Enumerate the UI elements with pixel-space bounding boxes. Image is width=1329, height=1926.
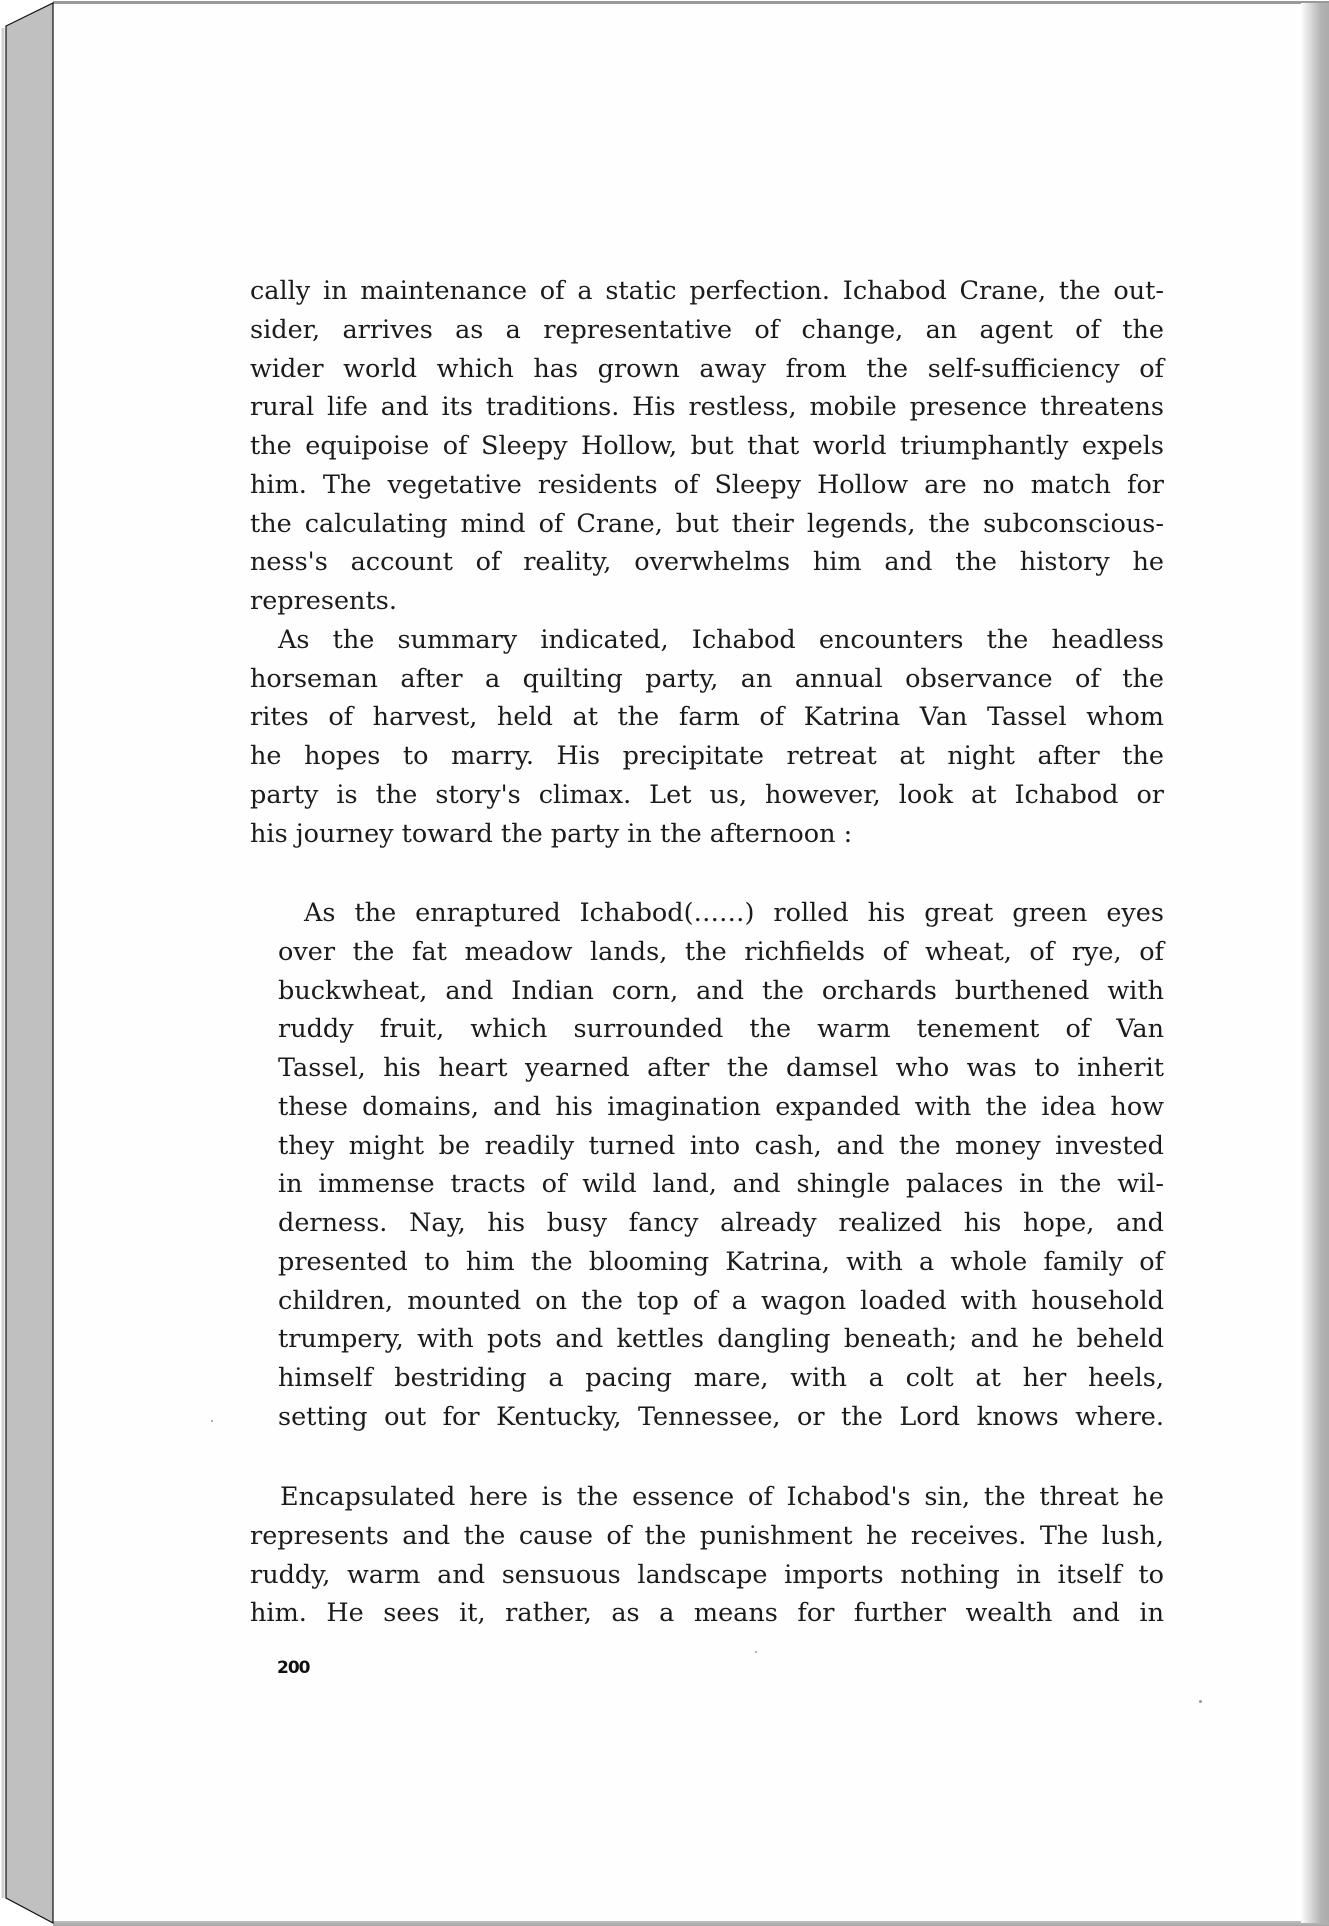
page-bottom-edge — [53, 1921, 1329, 1926]
quote-line: in immense tracts of wild land, and shingle palaces in the wil- — [278, 1169, 1164, 1200]
quote-line: trumpery, with pots and kettles dangling beneath; and he beheld — [278, 1324, 1164, 1355]
scan-speck — [755, 1651, 757, 1653]
book-spine — [0, 0, 60, 1926]
text-line: represents. — [250, 586, 397, 616]
text-line: sider, arrives as a representative of change, an agent of the — [250, 314, 1164, 345]
quote-line: derness. Nay, his busy fancy already realized his hope, and — [278, 1208, 1164, 1238]
text-line: the equipoise of Sleepy Hollow, but that world triumphantly expels — [250, 431, 1164, 461]
text-line: represents and the cause of the punishment he receives. The lush, — [250, 1520, 1164, 1551]
paragraph-after-quote — [250, 1478, 1164, 1633]
quote-line: Tassel, his heart yearned after the damsel who was to inherit — [278, 1053, 1164, 1083]
page-right-edge-shadow — [1301, 3, 1329, 1923]
text-line: his journey toward the party in the afternoon : — [250, 818, 853, 849]
text-line: rites of harvest, held at the farm of Katrina Van Tassel whom — [250, 702, 1164, 733]
quote-line: presented to him the blooming Katrina, with a whole family of — [278, 1246, 1164, 1277]
text-line: he hopes to marry. His precipitate retreat at night after the — [250, 741, 1164, 771]
text-line: the calculating mind of Crane, but their legends, the subconscious- — [250, 508, 1164, 539]
text-line: rural life and its traditions. His restless, mobile presence threatens — [250, 392, 1164, 423]
paragraph-continuation — [250, 272, 1164, 853]
quote-line: children, mounted on the top of a wagon loaded with household — [278, 1285, 1164, 1316]
scan-speck — [1199, 1700, 1202, 1703]
block-quote — [278, 894, 1164, 1437]
text-line: cally in maintenance of a static perfection. Ichabod Crane, the out- — [250, 276, 1164, 306]
text-line: horseman after a quilting party, an annual observance of the — [250, 663, 1164, 694]
text-line: wider world which has grown away from the self-sufficiency of — [250, 353, 1164, 384]
text-line: ness's account of reality, overwhelms him and the history he — [250, 547, 1164, 578]
text-line: party is the story's climax. Let us, however, look at Ichabod or — [250, 779, 1164, 810]
text-line: him. The vegetative residents of Sleepy Hollow are no match for — [250, 469, 1164, 500]
quote-line: ruddy fruit, which surrounded the warm tenement of Van — [278, 1014, 1164, 1045]
text-line: As the summary indicated, Ichabod encounters the headless — [278, 624, 1164, 655]
text-line: him. He sees it, rather, as a means for further wealth and in — [250, 1598, 1164, 1629]
quote-line: himself bestriding a pacing mare, with a colt at her heels, — [278, 1363, 1164, 1393]
quote-line: they might be readily turned into cash, and the money invested — [278, 1130, 1164, 1161]
text-line: ruddy, warm and sensuous landscape imports nothing in itself to — [250, 1559, 1164, 1590]
quote-line: As the enraptured Ichabod(……) rolled his great green eyes — [304, 898, 1164, 928]
page-number: 200 — [277, 1658, 310, 1678]
quote-line: buckwheat, and Indian corn, and the orchards burthened with — [278, 975, 1164, 1006]
text-line: Encapsulated here is the essence of Ichabod's sin, the threat he — [280, 1482, 1164, 1512]
scan-speck — [211, 1420, 213, 1422]
quote-line: over the fat meadow lands, the richfields of wheat, of rye, of — [278, 936, 1164, 967]
page-top-edge — [53, 1, 1329, 4]
quote-line: setting out for Kentucky, Tennessee, or the Lord knows where. — [278, 1401, 1164, 1432]
quote-line: these domains, and his imagination expanded with the idea how — [278, 1091, 1164, 1122]
